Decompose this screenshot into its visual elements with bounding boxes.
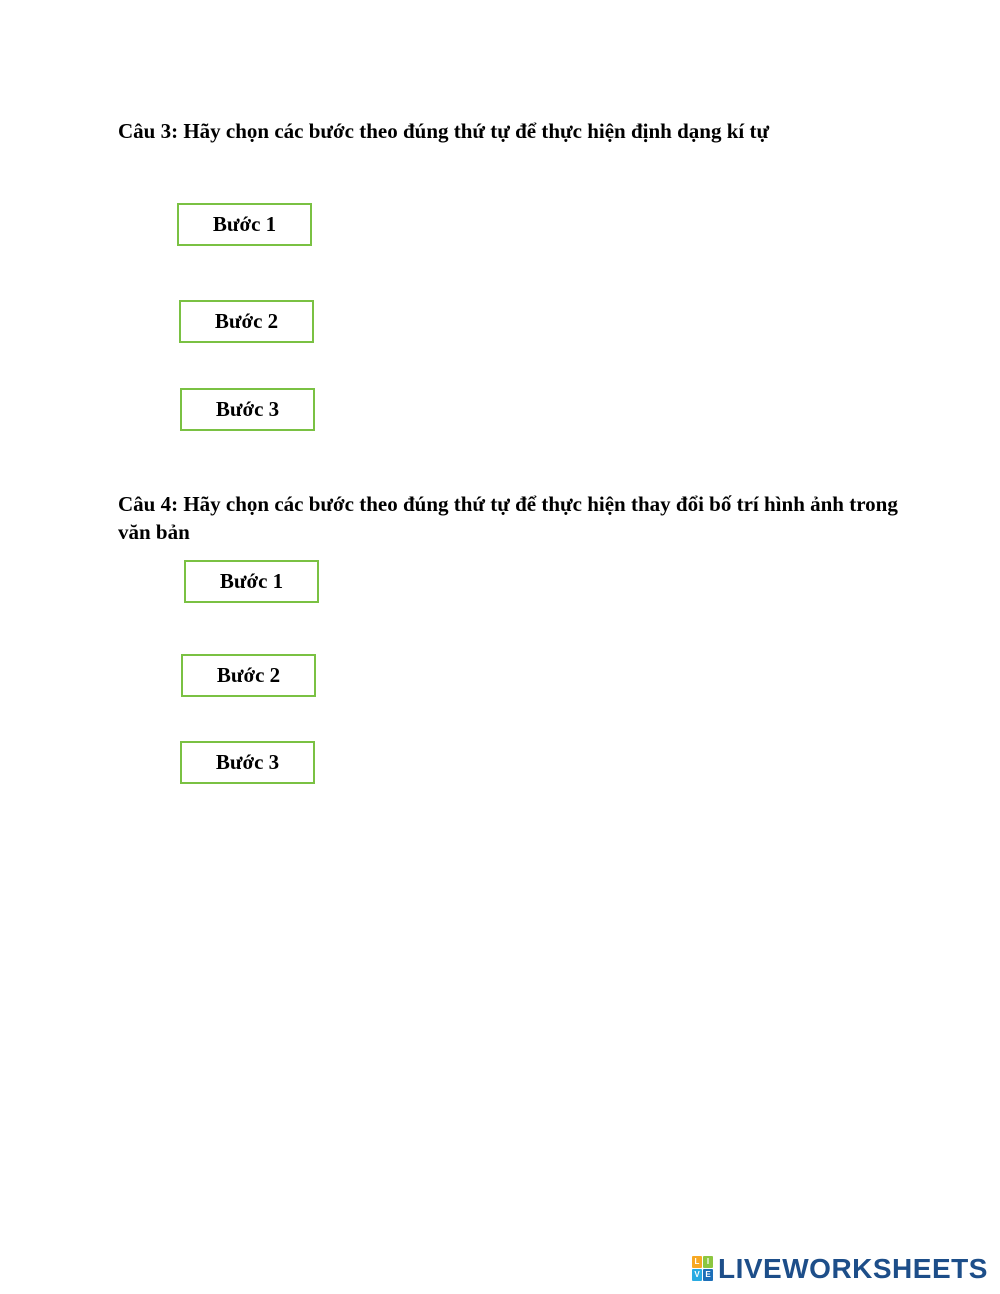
logo-mark-letter: I [703, 1256, 713, 1268]
logo-mark-letter: V [692, 1269, 702, 1281]
question-4-step-1-box[interactable]: Bước 1 [184, 560, 319, 603]
question-3-step-1-box[interactable]: Bước 1 [177, 203, 312, 246]
liveworksheets-logo-icon [692, 1256, 714, 1282]
question-3-step-3-box[interactable]: Bước 3 [180, 388, 315, 431]
logo-mark-letter: E [703, 1269, 713, 1281]
logo-text: LIVEWORKSHEETS [718, 1253, 988, 1284]
question-3-text: Câu 3: Hãy chọn các bước theo đúng thứ tự để thực hiện định dạng kí tự [118, 119, 770, 143]
question-4-text: Câu 4: Hãy chọn các bước theo đúng thứ tự để thực hiện thay đổi bố trí hình ảnh trong văn bản [118, 492, 898, 544]
logo-mark-letter: L [692, 1256, 702, 1268]
liveworksheets-logo [692, 1251, 988, 1287]
question-3-step-2-box[interactable]: Bước 2 [179, 300, 314, 343]
question-4-step-2-box[interactable]: Bước 2 [181, 654, 316, 697]
question-4-step-3-box[interactable]: Bước 3 [180, 741, 315, 784]
